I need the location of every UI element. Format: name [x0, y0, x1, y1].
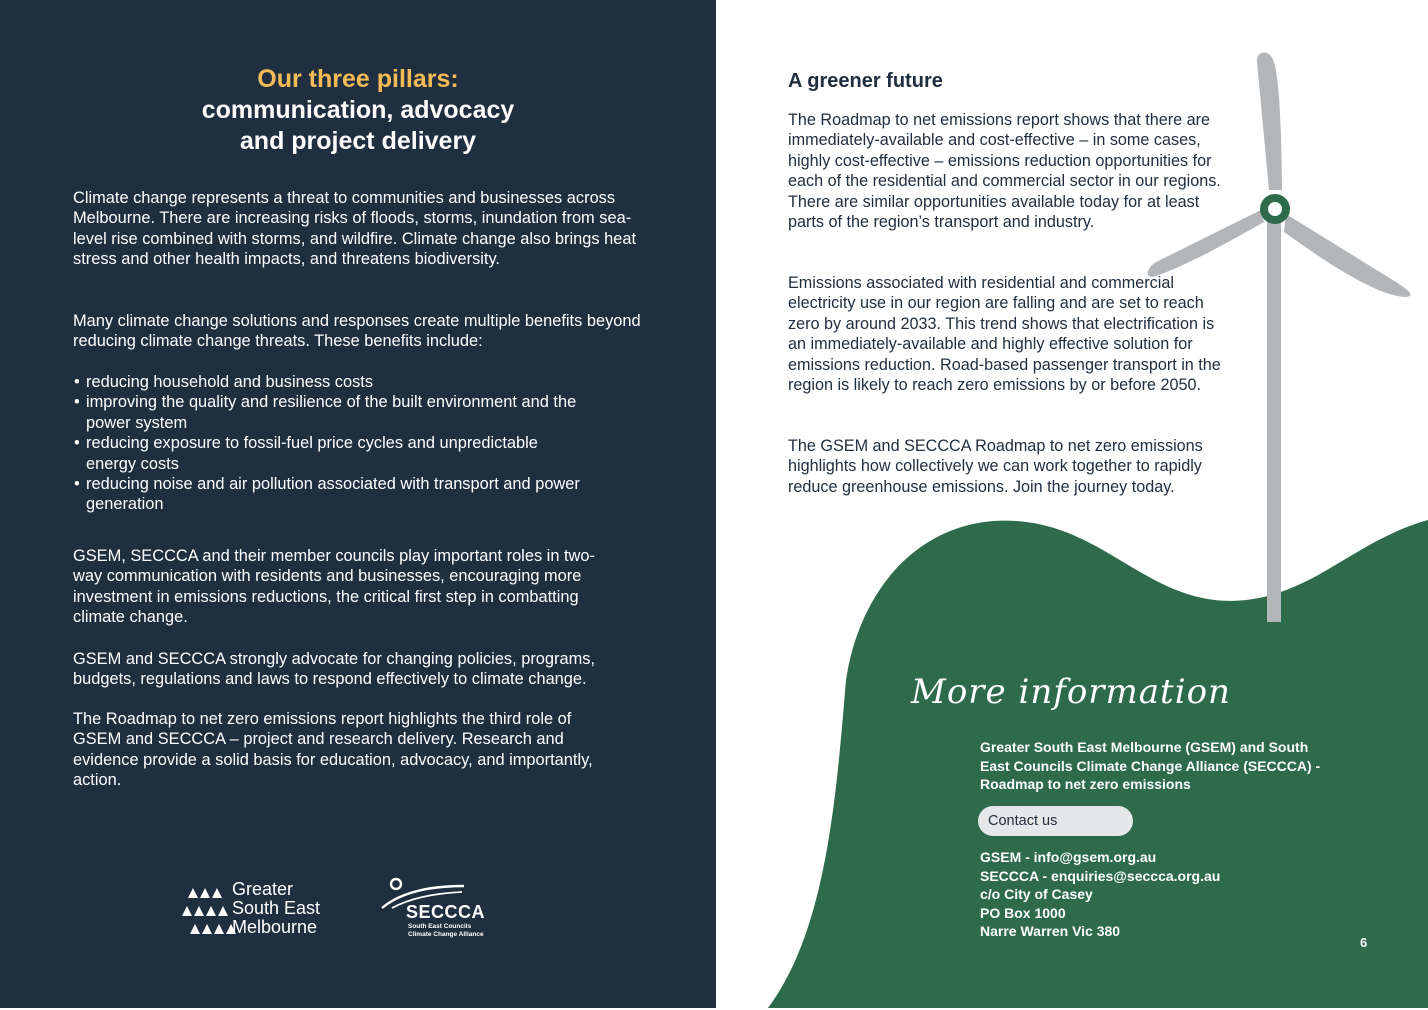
pillars-heading-line2: communication, advocacy [201, 96, 515, 124]
benefit-item: • reducing exposure to fossil-fuel price cycles and unpredictable energy costs [73, 433, 583, 474]
paragraph-text: The Roadmap to net emissions report shows that there are immediately-available and cost-effective – in some cases, highly cost-effective – emissions reduction opportunities for each of the residential and commercial sector in our regions. There are similar opportunities available today for at least parts of the region’s transport and industry. [788, 111, 1221, 232]
pillars-heading-line3: and project delivery [239, 127, 477, 155]
gsem-logo-text [232, 880, 320, 937]
seccca-logo-text: SECCCA [406, 902, 486, 922]
paragraph-join-journey [788, 436, 1228, 497]
paragraph-text: The GSEM and SECCCA Roadmap to net zero emissions highlights how collectively we can work together to rapidly reduce greenhouse emissions. Join the journey today. [788, 437, 1203, 496]
paragraph-text: GSEM and SECCCA strongly advocate for changing policies, programs, budgets, regulations and laws to respond effectively to climate change. [73, 650, 596, 689]
contact-details [980, 848, 1340, 941]
paragraph-climate-threat [73, 188, 648, 270]
pillars-heading [0, 64, 716, 157]
greener-future-heading: A greener future [788, 70, 943, 92]
seccca-subtitle-line: Climate Change Alliance [408, 930, 484, 938]
contact-address-line: c/o City of Casey [980, 886, 1093, 903]
paragraph-text: GSEM, SECCCA and their member councils play important roles in two-way communication with residents and businesses, encouraging more investment in emissions reductions, the critical first step in combatting climate change. [73, 547, 595, 627]
gsem-logo-line: South East [232, 898, 321, 918]
contact-address-line: PO Box 1000 [980, 904, 1066, 921]
benefit-item: • reducing household and business costs [73, 372, 583, 392]
pillars-heading-accent: Our three pillars: [257, 65, 459, 93]
paragraph-advocacy [73, 649, 638, 690]
more-information-heading: More information [911, 672, 1231, 712]
gsem-logo-line: Melbourne [232, 917, 318, 937]
contact-seccca-email[interactable]: SECCCA - enquiries@seccca.org.au [980, 867, 1221, 884]
seccca-subtitle-line: South East Councils [408, 923, 472, 930]
contact-us-button[interactable]: Contact us [978, 806, 1133, 836]
paragraph-text: Emissions associated with residential and commercial electricity use in our region are falling and are set to reach zero by around 2033. This trend shows that electrification is an immediately-available and highly effective solution for emissions reduction. Road-based passenger transport in the region is likely to reach zero emissions by or before 2050. [788, 274, 1221, 395]
organisation-description: Greater South East Melbourne (GSEM) and South East Councils Climate Change Alliance (SECCCA) - Roadmap to net zero emissions [980, 739, 1321, 793]
benefits-list [73, 372, 583, 515]
contact-gsem-email[interactable]: GSEM - info@gsem.org.au [980, 849, 1157, 865]
paragraph-roadmap-opportunities [788, 110, 1228, 232]
gsem-triangles-icon [180, 880, 240, 940]
paragraph-communication [73, 546, 618, 628]
gsem-logo [180, 880, 360, 940]
contact-address-line: Narre Warren Vic 380 [980, 923, 1121, 940]
paragraph-text: The Roadmap to net zero emissions report highlights the third role of GSEM and SECCCA – project and research delivery. Research and evidence provide a solid basis for education, advocacy, and importantly, action. [73, 710, 593, 790]
seccca-logo [378, 876, 508, 942]
gsem-logo-line: Greater [232, 879, 294, 899]
page-number: 6 [1360, 935, 1368, 950]
paragraph-project-delivery [73, 709, 618, 791]
paragraph-electrification [788, 273, 1228, 395]
seccca-logo-subtitle [408, 923, 484, 938]
benefit-item: • improving the quality and resilience of the built environment and the power system [73, 392, 583, 433]
benefit-item: • reducing noise and air pollution associated with transport and power generation [73, 474, 583, 515]
paragraph-text: Many climate change solutions and responses create multiple benefits beyond reducing climate change threats. These benefits include: [73, 312, 641, 351]
right-page [716, 0, 1428, 1008]
paragraph-benefits-intro [73, 311, 648, 352]
paragraph-text: Climate change represents a threat to communities and businesses across Melbourne. There are increasing risks of floods, storms, inundation from sea-level rise combined with storms, and wildfire. Climate change also brings heat stress and other health impacts, and threatens biodiversity. [73, 189, 637, 269]
